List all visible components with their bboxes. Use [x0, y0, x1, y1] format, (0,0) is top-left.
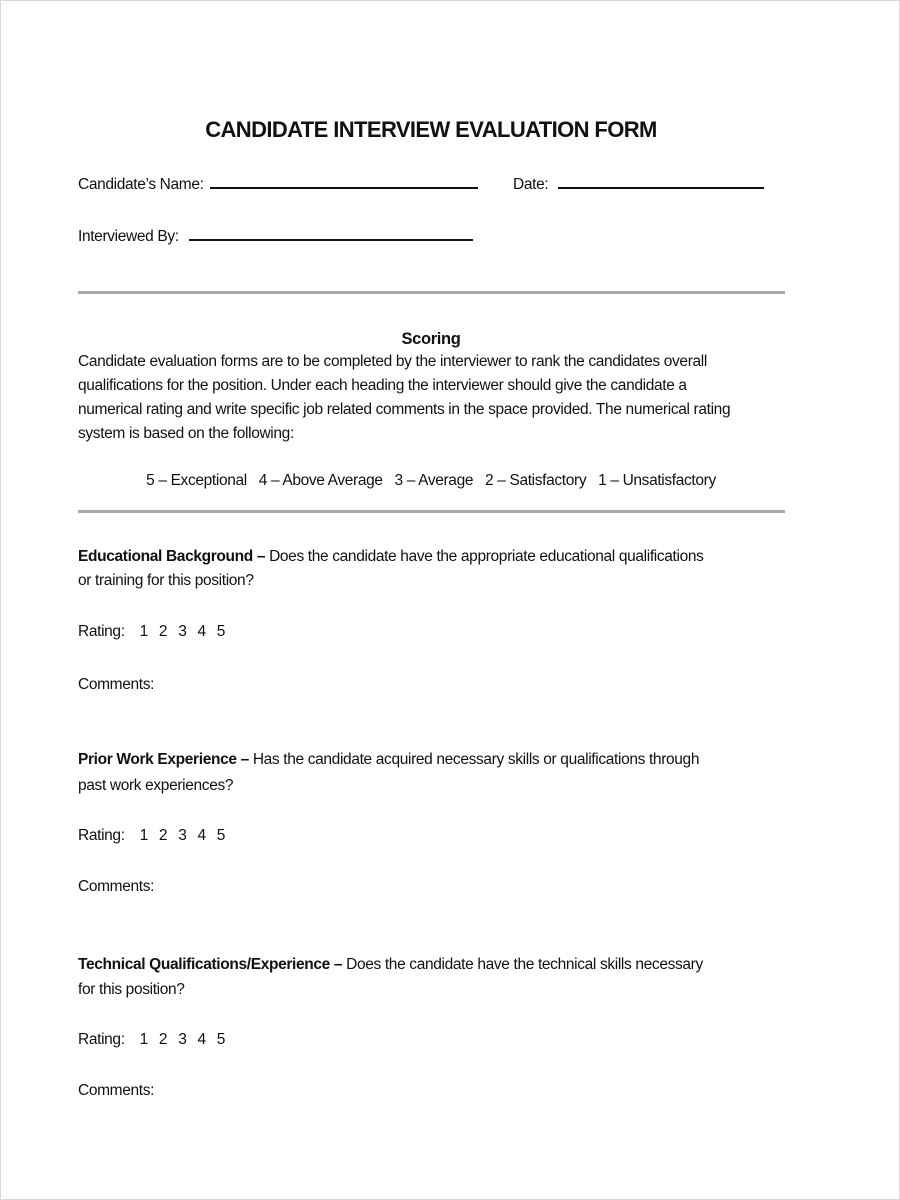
date-field	[513, 173, 764, 197]
section-heading: Technical Qualifications/Experience –	[78, 956, 343, 973]
section-prior-work-experience	[78, 747, 699, 799]
divider	[78, 291, 785, 294]
section-educational-background	[78, 545, 704, 593]
rating-option-1[interactable]: 1	[139, 1031, 148, 1048]
rating-option-4[interactable]: 4	[197, 1031, 206, 1048]
comments-label: Comments:	[78, 878, 155, 895]
interviewed-by-label: Interviewed By:	[78, 228, 179, 245]
divider	[78, 510, 785, 513]
section-question: for this position?	[78, 981, 185, 998]
scoring-description	[78, 350, 730, 446]
rating-option-5[interactable]: 5	[216, 623, 226, 640]
section-question: Has the candidate acquired necessary skills or qualifications through	[248, 751, 700, 768]
rating-label: Rating:	[78, 827, 125, 844]
scale-item: 1 – Unsatisfactory	[598, 472, 716, 489]
section-question: past work experiences?	[78, 777, 234, 794]
section-question: Does the candidate have the technical skills necessary	[342, 956, 703, 973]
page-title: CANDIDATE INTERVIEW EVALUATION FORM	[205, 117, 657, 142]
scoring-heading: Scoring	[401, 330, 461, 348]
interviewed-by-field	[78, 225, 473, 249]
rating-label: Rating:	[78, 1031, 125, 1048]
scale-item: 3 – Average	[394, 472, 474, 489]
rating-label: Rating:	[78, 623, 125, 640]
rating-option-3[interactable]: 3	[178, 623, 187, 640]
rating-scale	[1, 469, 861, 493]
rating-option-5[interactable]: 5	[216, 827, 226, 844]
scoring-line: qualifications for the position. Under each heading the interviewer should give the candidate a	[78, 377, 687, 394]
comments-label: Comments:	[78, 1082, 155, 1099]
date-blank[interactable]	[558, 173, 764, 189]
rating-row	[78, 824, 236, 848]
rating-option-2[interactable]: 2	[158, 623, 168, 640]
candidate-name-field	[78, 173, 478, 197]
rating-option-5[interactable]: 5	[216, 1031, 226, 1048]
rating-row	[78, 620, 236, 644]
scale-item: 2 – Satisfactory	[485, 472, 587, 489]
section-question: or training for this position?	[78, 572, 254, 589]
section-technical-qualifications	[78, 952, 703, 1002]
rating-option-1[interactable]: 1	[139, 827, 148, 844]
scale-item: 5 – Exceptional	[146, 472, 247, 489]
candidate-name-blank[interactable]	[210, 173, 478, 189]
rating-option-2[interactable]: 2	[158, 827, 168, 844]
rating-option-3[interactable]: 3	[178, 1031, 187, 1048]
interviewed-by-blank[interactable]	[189, 225, 473, 241]
scoring-line: system is based on the following:	[78, 425, 294, 442]
scoring-line: Candidate evaluation forms are to be completed by the interviewer to rank the candidates overall	[78, 353, 707, 370]
candidate-name-label: Candidate’s Name:	[78, 176, 204, 193]
rating-row	[78, 1028, 236, 1052]
date-label: Date:	[513, 176, 549, 193]
rating-option-3[interactable]: 3	[178, 827, 187, 844]
rating-option-4[interactable]: 4	[197, 827, 206, 844]
scoring-line: numerical rating and write specific job related comments in the space provided. The numerical rating	[78, 401, 731, 418]
rating-option-1[interactable]: 1	[139, 623, 148, 640]
rating-option-2[interactable]: 2	[158, 1031, 168, 1048]
comments-label: Comments:	[78, 676, 155, 693]
section-heading: Prior Work Experience –	[78, 751, 249, 768]
rating-option-4[interactable]: 4	[197, 623, 206, 640]
section-question: Does the candidate have the appropriate educational qualifications	[265, 548, 704, 565]
section-heading: Educational Background –	[78, 548, 266, 565]
scale-item: 4 – Above Average	[258, 472, 383, 489]
